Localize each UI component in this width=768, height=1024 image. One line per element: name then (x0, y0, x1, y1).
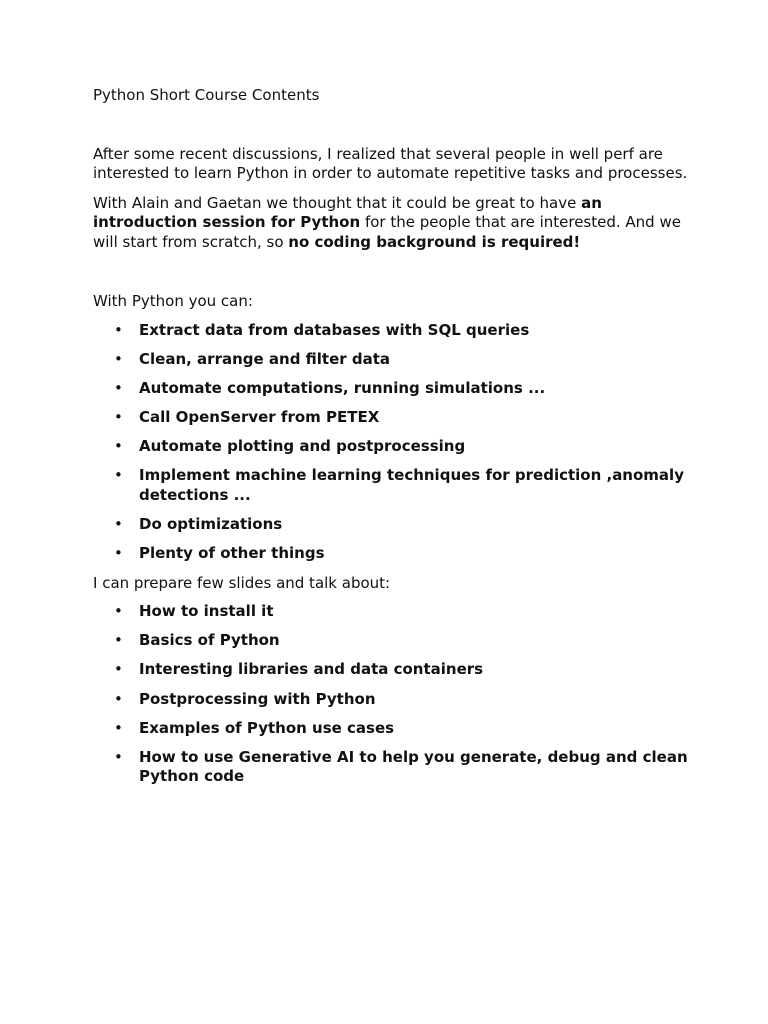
bullet-icon: • (114, 602, 123, 620)
list-item-text: Postprocessing with Python (139, 689, 376, 708)
list-item-text: Interesting libraries and data containers (139, 660, 484, 679)
list-item-text: Implement machine learning techniques for prediction ,anomaly detections ... (139, 466, 684, 504)
list-item-text: How to use Generative AI to help you generate, debug and clean Python code (139, 747, 688, 786)
list-item-text: Basics of Python (139, 631, 280, 650)
list-item (93, 544, 693, 564)
bullet-icon: • (114, 466, 123, 485)
document-page (93, 86, 693, 797)
bullet-icon: • (114, 660, 123, 679)
list-item-text: Do optimizations (139, 515, 283, 534)
session-bold-introduction: an introduction session for Python (93, 193, 602, 231)
list-item (93, 515, 693, 535)
list-item (93, 408, 693, 428)
bullet-icon: • (114, 718, 123, 737)
talk-about-list (93, 602, 693, 787)
bullet-icon: • (114, 631, 123, 650)
session-text-part2: for the people that are interested. And we will start from scratch, so (93, 213, 681, 251)
list-item-text: How to install it (139, 602, 274, 620)
list-item (93, 379, 693, 399)
python-can-lead: With Python you can: (93, 292, 253, 310)
bullet-icon: • (114, 320, 123, 339)
list-item-text: Automate plotting and postprocessing (139, 437, 466, 456)
bullet-icon: • (114, 515, 123, 534)
list-item (93, 466, 693, 505)
list-item (93, 602, 693, 622)
document-title: Python Short Course Contents (93, 86, 320, 104)
list-item (93, 660, 693, 680)
bullet-icon: • (114, 689, 123, 708)
list-item-text: Automate computations, running simulations ... (139, 378, 546, 397)
list-item-text: Call OpenServer from PETEX (139, 408, 380, 427)
list-item-text: Extract data from databases with SQL queries (139, 320, 530, 339)
intro-paragraph: After some recent discussions, I realized that several people in well perf are interested to learn Python in order to automate repetitive tasks and processes. (93, 144, 688, 182)
list-item (93, 748, 693, 787)
session-bold-no-background: no coding background is required! (288, 232, 581, 251)
list-item (93, 321, 693, 341)
list-item (93, 350, 693, 370)
bullet-icon: • (114, 747, 123, 766)
list-item (93, 437, 693, 457)
list-item (93, 719, 693, 739)
talk-about-lead: I can prepare few slides and talk about: (93, 573, 391, 592)
bullet-icon: • (114, 378, 123, 397)
list-item-text: Clean, arrange and filter data (139, 349, 391, 368)
bullet-icon: • (114, 544, 123, 563)
session-paragraph (93, 194, 693, 253)
session-text-part1: With Alain and Gaetan we thought that it could be great to have (93, 193, 582, 212)
bullet-icon: • (114, 408, 123, 427)
list-item-text: Examples of Python use cases (139, 718, 395, 737)
bullet-icon: • (114, 437, 123, 456)
list-item (93, 690, 693, 710)
bullet-icon: • (114, 349, 123, 368)
list-item-text: Plenty of other things (139, 544, 325, 563)
python-can-list (93, 321, 693, 564)
list-item (93, 631, 693, 651)
